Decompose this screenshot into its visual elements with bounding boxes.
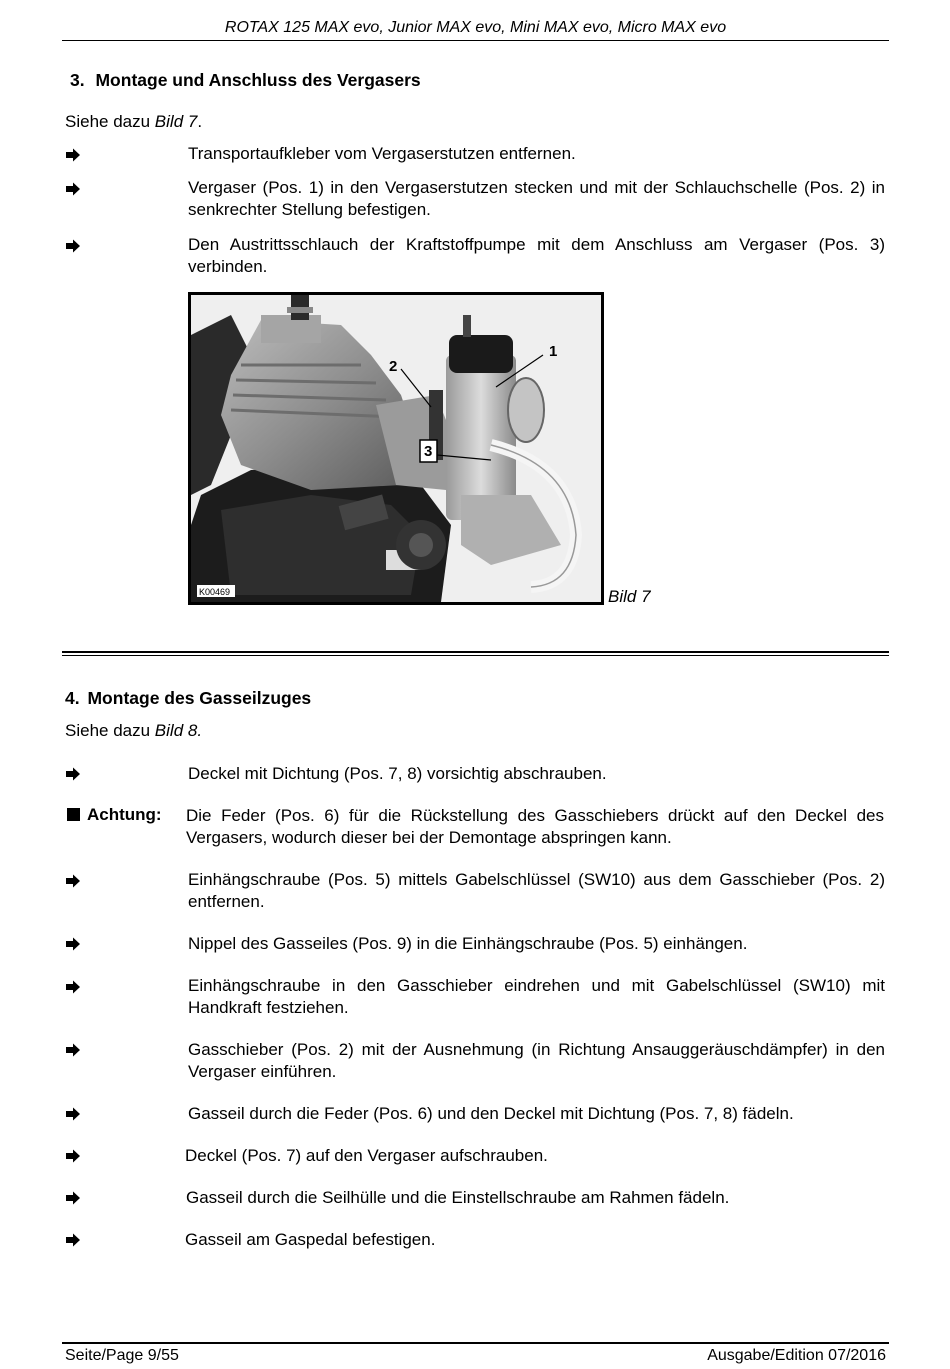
image-code: K00469 xyxy=(199,587,231,597)
arrow-right-icon xyxy=(65,148,81,162)
arrow-right-icon xyxy=(65,937,81,951)
arrow-right-icon xyxy=(65,980,81,994)
section-4-intro xyxy=(65,720,202,742)
arrow-right-icon xyxy=(65,182,81,196)
arrow-right-icon xyxy=(65,1191,81,1205)
arrow-right-icon xyxy=(65,239,81,253)
section-4-step-8: Gasseil durch die Seilhülle und die Einstellschraube am Rahmen fädeln. xyxy=(186,1188,730,1207)
section-4-title: Montage des Gasseilzuges xyxy=(87,688,312,708)
callout-2: 2 xyxy=(389,358,398,375)
arrow-right-icon xyxy=(65,874,81,888)
intro-prefix: Siehe dazu xyxy=(65,721,155,740)
edition: Ausgabe/Edition 07/2016 xyxy=(707,1347,886,1364)
section-3-heading xyxy=(70,70,421,91)
callout-1: 1 xyxy=(549,343,558,360)
arrow-right-icon xyxy=(65,1107,81,1121)
section-separator-bottom xyxy=(62,655,889,656)
warning-label: Achtung: xyxy=(87,805,162,824)
section-3-intro xyxy=(65,111,202,133)
page-number: Seite/Page 9/55 xyxy=(65,1347,179,1364)
section-4-step-7: Deckel (Pos. 7) auf den Vergaser aufschrauben. xyxy=(185,1146,548,1165)
section-4-step-3: Nippel des Gasseiles (Pos. 9) in die Einhängschraube (Pos. 5) einhängen. xyxy=(188,934,748,953)
callout-3: 3 xyxy=(424,443,433,460)
figure-carburetor-photo xyxy=(188,292,604,605)
section-4-step-1: Deckel mit Dichtung (Pos. 7, 8) vorsichtig abschrauben. xyxy=(188,764,607,783)
warning-square-icon xyxy=(67,808,80,821)
section-4-step-9: Gasseil am Gaspedal befestigen. xyxy=(185,1230,436,1249)
section-3-step-2: Vergaser (Pos. 1) in den Vergaserstutzen stecken und mit der Schlauchschelle (Pos. 2) in senkrechter Stellung befestigen. xyxy=(188,178,885,219)
section-4-heading xyxy=(65,688,311,709)
header-rule xyxy=(62,40,889,41)
arrow-right-icon xyxy=(65,1043,81,1057)
intro-suffix: . xyxy=(197,112,203,131)
section-4-step-5: Gasschieber (Pos. 2) mit der Ausnehmung (in Richtung Ansauggeräuschdämpfer) in den Vergaser einführen. xyxy=(188,1040,885,1081)
figure-caption: Bild 7 xyxy=(608,587,651,606)
intro-prefix: Siehe dazu xyxy=(65,112,155,131)
engine-illustration xyxy=(191,295,601,602)
section-3-step-1: Transportaufkleber vom Vergaserstutzen entfernen. xyxy=(188,144,576,163)
section-3-number: 3. xyxy=(70,70,85,90)
section-4-step-6: Gasseil durch die Feder (Pos. 6) und den Deckel mit Dichtung (Pos. 7, 8) fädeln. xyxy=(188,1104,794,1123)
figure-reference: Bild 8. xyxy=(154,721,203,740)
warning-text: Die Feder (Pos. 6) für die Rückstellung des Gasschiebers drückt auf den Deckel des Vergasers, wodurch dieser bei der Demontage abspringen kann. xyxy=(186,806,884,847)
arrow-right-icon xyxy=(65,1149,81,1163)
section-3-title: Montage und Anschluss des Vergasers xyxy=(95,70,421,90)
section-4-number: 4. xyxy=(65,688,80,708)
arrow-right-icon xyxy=(65,1233,81,1247)
running-header: ROTAX 125 MAX evo, Junior MAX evo, Mini MAX evo, Micro MAX evo xyxy=(224,19,727,36)
footer-rule xyxy=(62,1342,889,1344)
section-4-step-2: Einhängschraube (Pos. 5) mittels Gabelschlüssel (SW10) aus dem Gasschieber (Pos. 2) entfernen. xyxy=(188,870,885,911)
arrow-right-icon xyxy=(65,767,81,781)
figure-reference: Bild 7 xyxy=(154,112,198,131)
section-3-step-3: Den Austrittsschlauch der Kraftstoffpumpe mit dem Anschluss am Vergaser (Pos. 3) verbinden. xyxy=(188,235,885,276)
section-4-step-4: Einhängschraube in den Gasschieber eindrehen und mit Gabelschlüssel (SW10) mit Handkraft festziehen. xyxy=(188,976,885,1017)
section-separator-top xyxy=(62,651,889,653)
